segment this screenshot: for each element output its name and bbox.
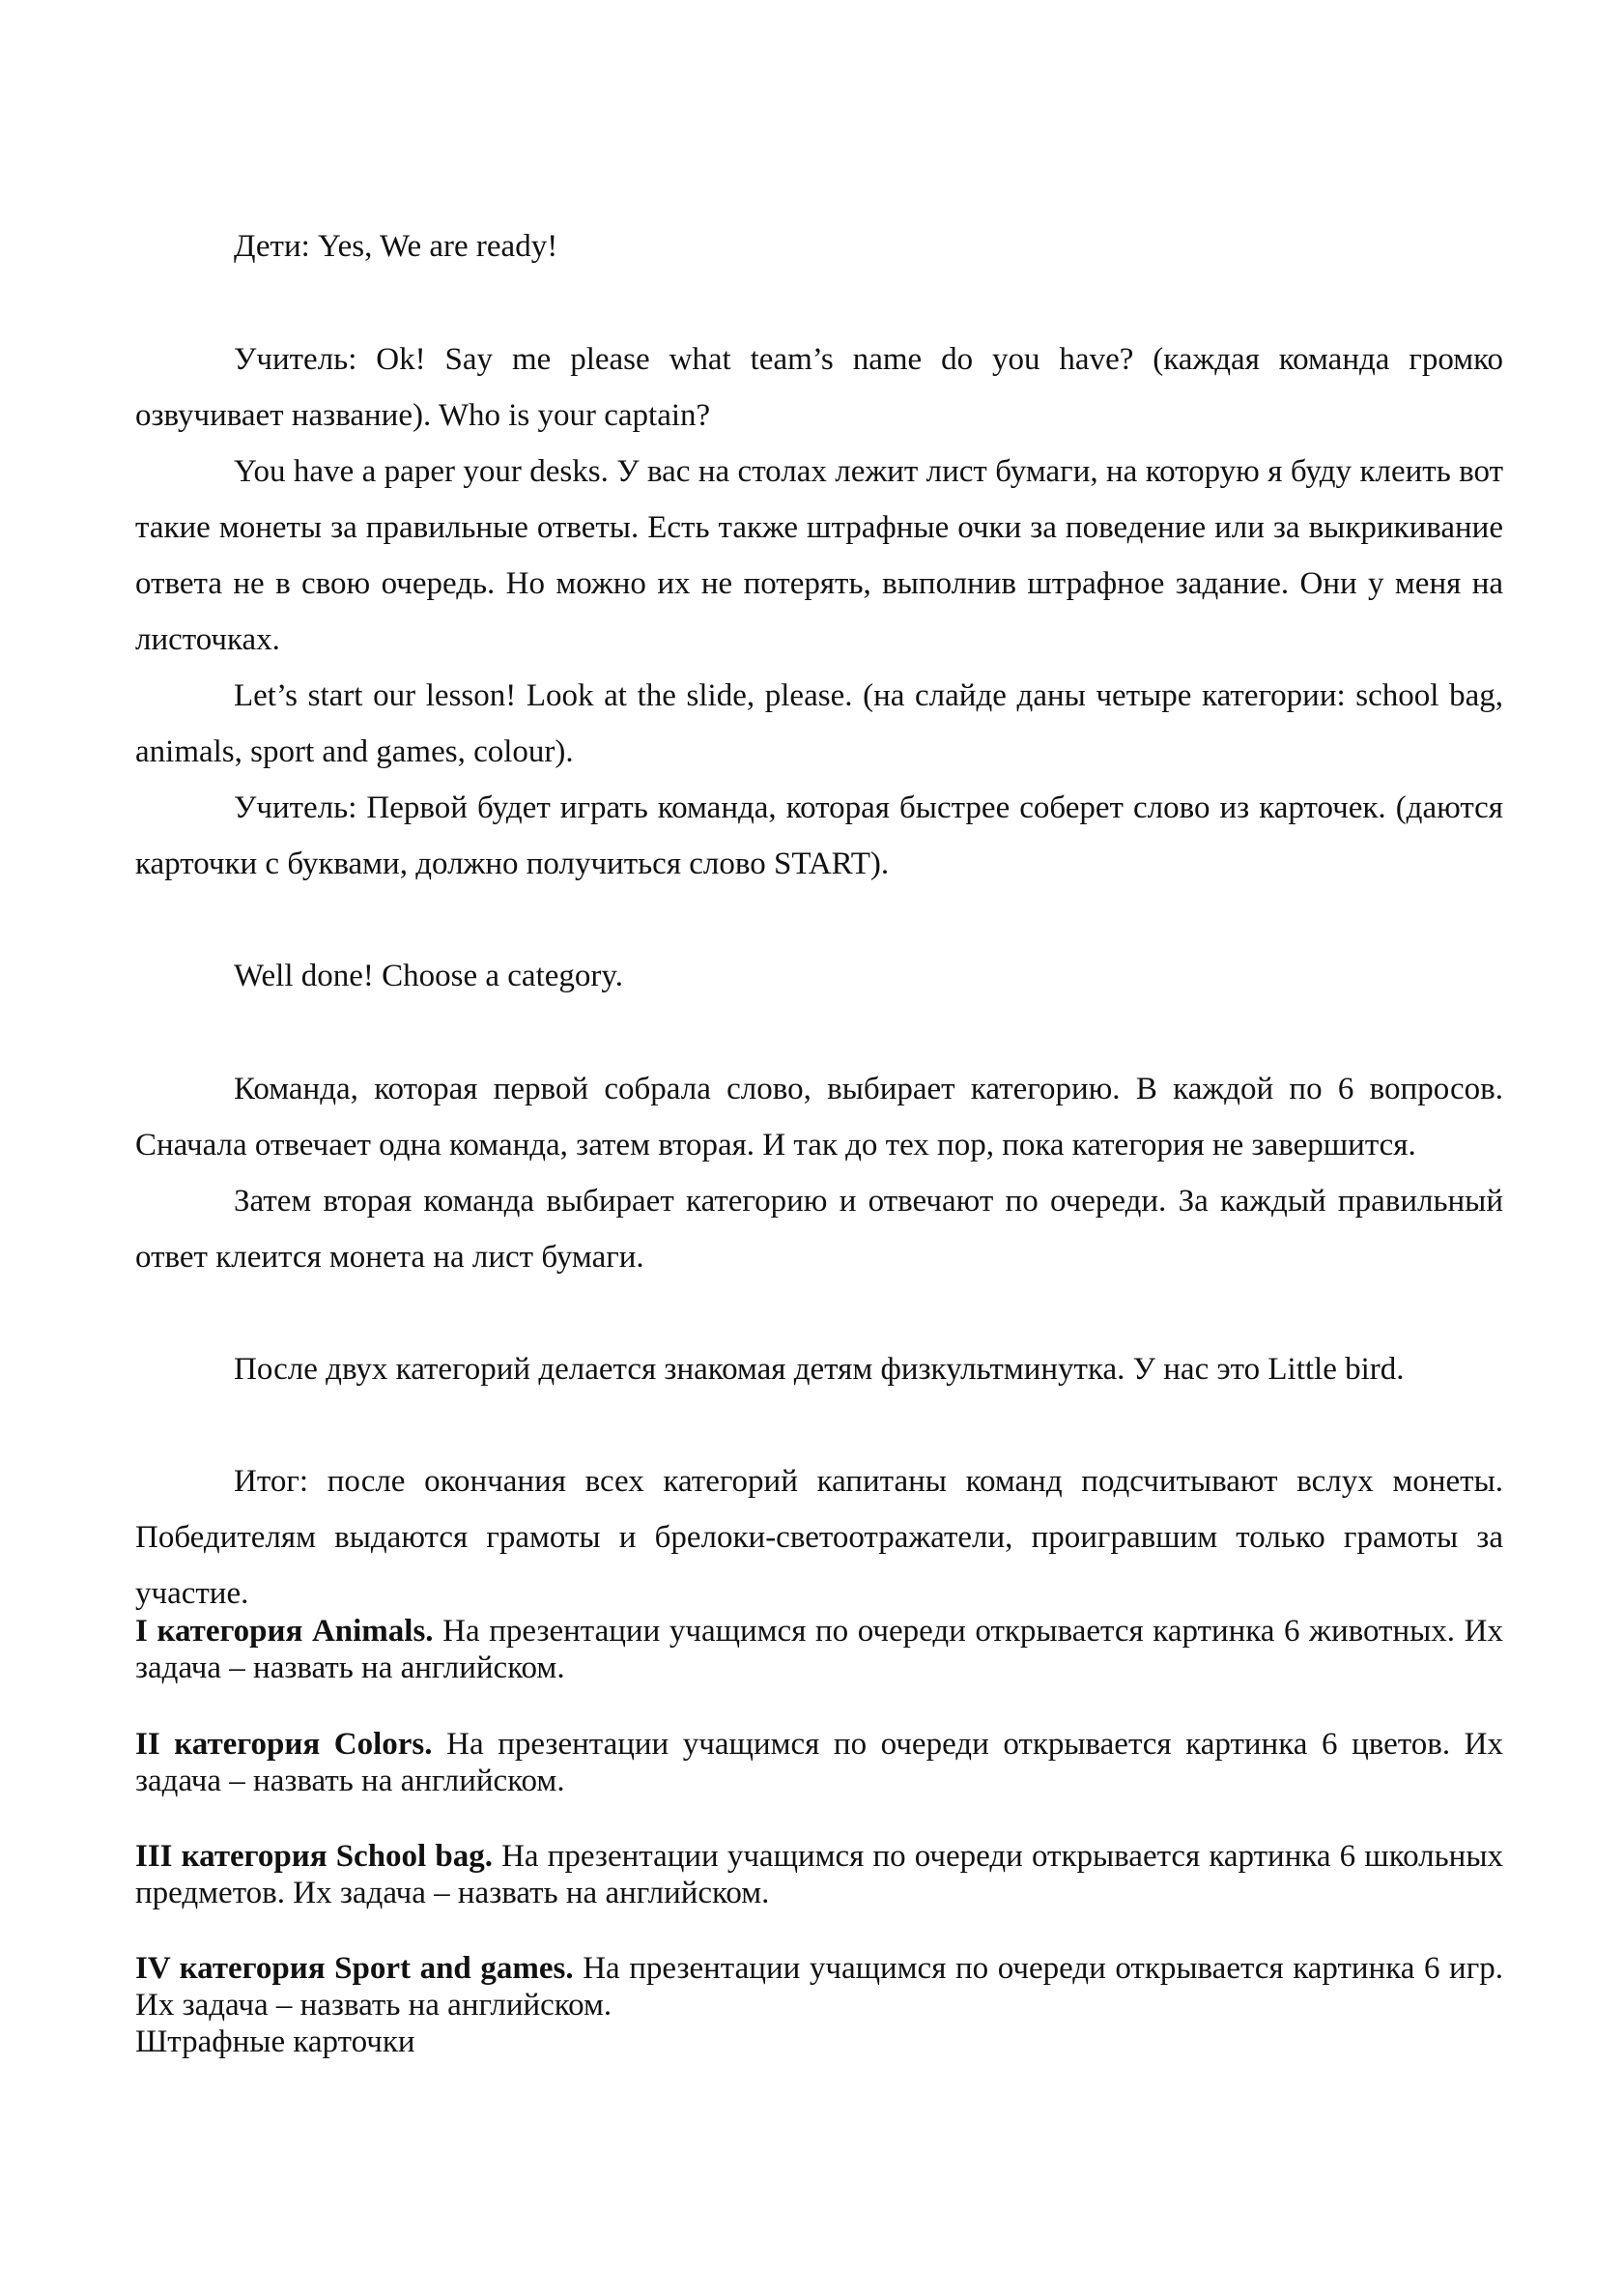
paragraph-teacher-team-name: Учитель: Ok! Say me please what team’s name do you have? (каждая команда громко озвучивает название). Who is your captain? xyxy=(135,342,1503,433)
paragraph-second-team: Затем вторая команда выбирает категорию и отвечают по очереди. За каждый правильный ответ клеится монета на лист бумаги. xyxy=(135,1184,1503,1275)
category-text: На презентации учащимся по очереди открывается картинка 6 животных. Их задача – назвать на английском. xyxy=(135,1614,1503,1685)
paragraph-first-team: Учитель: Первой будет играть команда, которая быстрее соберет слово из карточек. (даются карточки с буквами, должно получиться слово START). xyxy=(135,790,1503,881)
category-sport-and-games xyxy=(135,1950,1503,2060)
paragraph-children-reply: Дети: Yes, We are ready! xyxy=(234,229,558,264)
paragraph-start-lesson: Let’s start our lesson! Look at the slide, please. (на слайде даны четыре категории: school bag, animals, sport and games, colour). xyxy=(135,678,1503,769)
category-title: I категория Animals. xyxy=(135,1614,434,1649)
category-title: IV категория Sport and games. xyxy=(135,1951,574,1986)
paragraph-physical-break: После двух категорий делается знакомая детям физкультминутка. У нас это Little bird. xyxy=(234,1352,1405,1387)
paragraph-team-chooses-category: Команда, которая первой собрала слово, выбирает категорию. В каждой по 6 вопросов. Сначала отвечает одна команда, затем вторая. И так до тех пор, пока категория не завершится. xyxy=(135,1072,1503,1162)
category-text: На презентации учащимся по очереди открывается картинка 6 школьных предметов. Их задача – назвать на английском. xyxy=(135,1839,1503,1910)
category-text: На презентации учащимся по очереди открывается картинка 6 игр. Их задача – назвать на английском. xyxy=(135,1951,1503,2023)
paragraph-paper-coins: You have a paper your desks. У вас на столах лежит лист бумаги, на которую я буду клеить вот такие монеты за правильные ответы. Есть также штрафные очки за поведение или за выкрикивание ответа не в свою очередь. Но можно их не потерять, выполнив штрафное задание. Они у меня на листочках. xyxy=(135,454,1503,657)
category-school-bag xyxy=(135,1838,1503,1911)
penalty-cards-line: Штрафные карточки xyxy=(135,2024,415,2059)
category-text: На презентации учащимся по очереди открывается картинка 6 цветов. Их задача – назвать на английском. xyxy=(135,1727,1504,1798)
category-title: II категория Colors. xyxy=(135,1727,433,1762)
category-colors xyxy=(135,1726,1503,1799)
category-title: III категория School bag. xyxy=(135,1839,493,1874)
paragraph-well-done: Well done! Choose a category. xyxy=(234,959,623,993)
category-animals xyxy=(135,1613,1503,1686)
paragraph-summary: Итог: после окончания всех категорий капитаны команд подсчитывают вслух монеты. Победителям выдаются грамоты и брелоки-светоотражатели, проигравшим только грамоты за участие. xyxy=(135,1464,1503,1611)
